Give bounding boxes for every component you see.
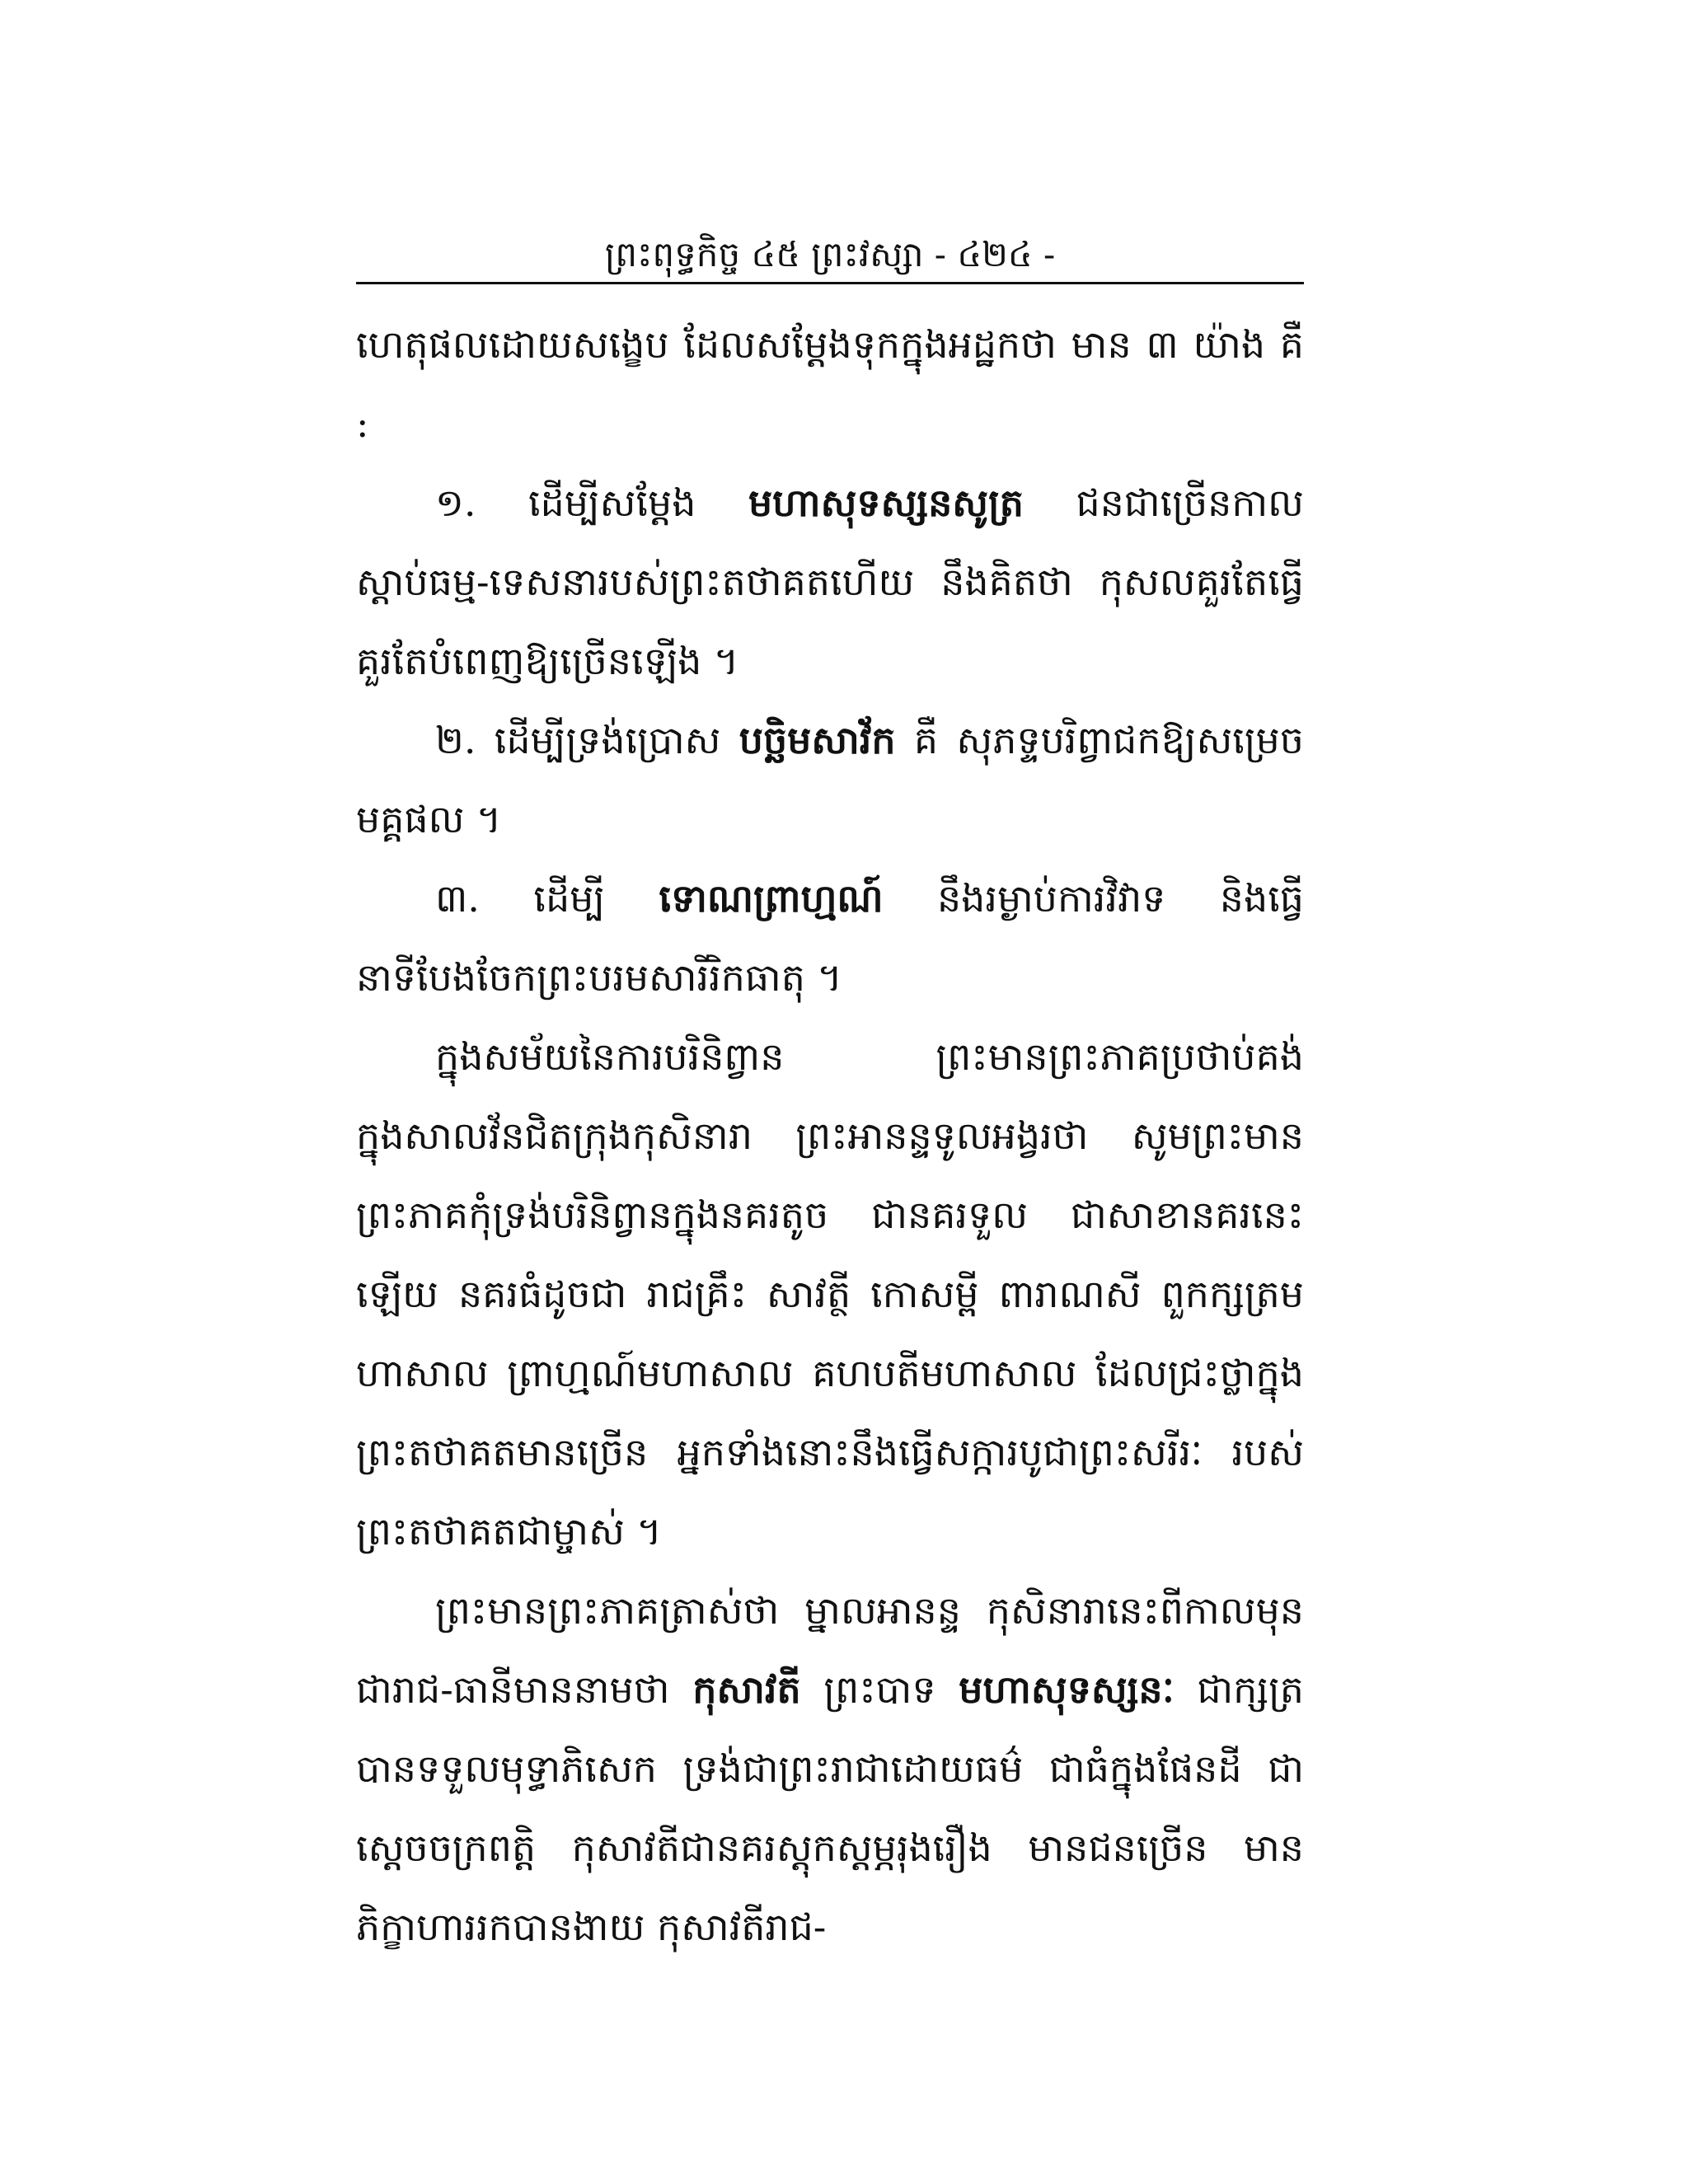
parinibbana-text: ក្នុងសម័យនៃការបរិនិព្វាន ព្រះមានព្រះភាគប្រថាប់គង់ក្នុងសាលវ័នជិតក្រុងកុសិនារា ព្រះអានន្ទទូលអង្វរថា សូមព្រះមានព្រះភាគកុំទ្រង់បរិនិព្វានក្នុងនគរតូច ជានគរទួល ជាសាខានគរនេះឡើយ នគរធំដូចជា រាជគ្រឹះ សាវត្ថី កោសម្ពី ពារាណសី ពួកក្សត្រមហាសាល ព្រាហ្មណ៍មហាសាល គហបតីមហាសាល ដែលជ្រះថ្លាក្នុងព្រះតថាគតមានច្រើន អ្នកទាំងនោះនឹងធ្វើសក្ការបូជាព្រះសរីរៈ របស់ព្រះតថាគតជាម្ចាស់ ។ (356, 1034, 1304, 1554)
body-text (356, 305, 1304, 1966)
header-rule (356, 282, 1304, 284)
reason-1-rest: ជនជាច្រើនកាលស្ដាប់ធម្ម-ទេសនារបស់ព្រះតថាគតហើយ នឹងគិតថា កុសលគួរតែធ្វើ គួរតែបំពេញឱ្យច្រើនឡើង ។ (356, 480, 1304, 683)
reason-2-rest: គឺ សុភទ្ទបរិព្វាជកឱ្យសម្រេចមគ្គផល ។ (356, 718, 1304, 841)
reason-1-lead: ១. ដើម្បីសម្ដែង (435, 480, 748, 525)
king-bold-name: មហាសុទស្សនៈ (959, 1667, 1175, 1712)
reason-3-rest: នឹងរម្ងាប់ការវិវាទ និងធ្វើនាទីបែងចែកព្រះបរមសារីរិកធាតុ ។ (356, 876, 1304, 1000)
reason-1-bold-term: មហាសុទស្សនសូត្រ (748, 480, 1024, 525)
paragraph-reason-3 (356, 859, 1304, 1017)
kusavati-bold-name: កុសាវតី (692, 1667, 801, 1712)
kusavati-part-1: ព្រះមានព្រះភាគត្រាស់ថា ម្នាលអានន្ទ កុសិនារានេះពីកាលមុនជារាជ-ធានីមាននាមថា (356, 1588, 1304, 1712)
reason-2-bold-term: បច្ឆិមសាវ័ក (738, 718, 896, 762)
paragraph-reason-2 (356, 701, 1304, 859)
reason-2-lead: ២. ដើម្បីទ្រង់ប្រោស (435, 718, 739, 762)
paragraph-parinibbana (356, 1017, 1304, 1571)
kusavati-part-2: ព្រះបាទ (800, 1667, 959, 1712)
paragraph-kusavati (356, 1571, 1304, 1966)
paragraph-reason-1 (356, 463, 1304, 701)
reason-3-lead: ៣. ដើម្បី (435, 876, 659, 921)
paragraph-intro (356, 305, 1304, 463)
kusavati-part-3: ជាក្សត្របានទទួលមុទ្ធាភិសេក ទ្រង់ជាព្រះរាជាដោយធម៌ ជាធំក្នុងផែនដី ជាស្ដេចចក្រពត្តិ កុសាវតីជានគរស្ដុកស្ដម្ភរុងរឿង មានជនច្រើន មានភិក្ខាហាររកបានងាយ កុសាវតីរាជ- (356, 1667, 1304, 1949)
intro-text: ហេតុផលដោយសង្ខេប ដែលសម្ដែងទុកក្នុងអដ្ឋកថា មាន ៣ យ៉ាង គឺ : (356, 322, 1304, 446)
reason-3-bold-term: ទោណព្រាហ្មណ៍ (659, 876, 884, 921)
running-header: ព្រះពុទ្ធកិច្ច ៤៥ ព្រះវស្សា - ៤២៤ - (604, 234, 1056, 274)
